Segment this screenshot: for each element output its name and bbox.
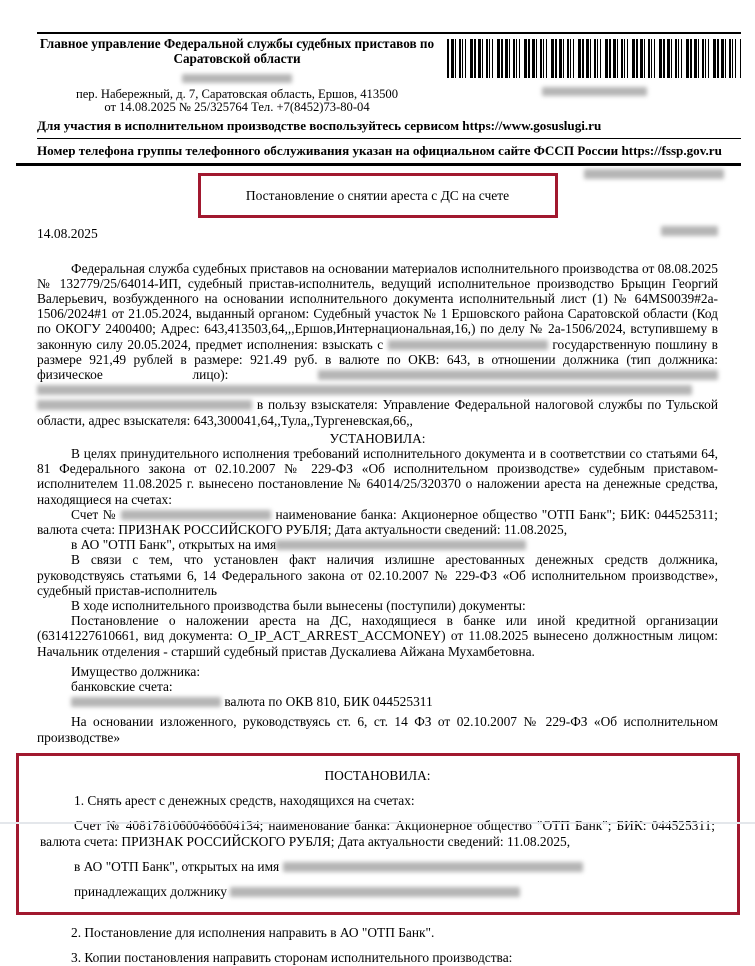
redacted-text: [318, 370, 718, 380]
redacted-text: [182, 74, 292, 83]
opening-paragraph: [37, 261, 718, 428]
redacted-text: [542, 87, 647, 96]
barcode-block: [437, 37, 741, 114]
phone-notice: Номер телефона группы телефонного обслуживания указан на официальном сайте ФССП России https://fssp.gov.ru: [37, 142, 722, 158]
org-address: пер. Набережный, д. 7, Саратовская область, Ершов, 413500: [75, 86, 399, 101]
org-reference: от 14.08.2025 № 25/325764 Тел. +7(8452)73-80-04: [104, 99, 370, 114]
paragraph: банковские счета:: [71, 679, 173, 695]
account-redacted-paragraph: [37, 694, 718, 709]
directive-item: 2. Постановление для исполнения направить в АО "ОТП Банк".: [71, 925, 435, 941]
resolution-account-line: Счет № 40817810600466604134; наименование банка: Акционерное общество "ОТП Банк"; БИК: 044525311; валюта счета: ПРИЗНАК РОССИЙСКОГО РУБЛЯ; Дата актуальности сведений: 11.08.2025,: [40, 818, 715, 849]
divider-thick: [16, 163, 741, 166]
gosuslugi-notice: Для участия в исполнительном производстве воспользуйтесь сервисом https://www.gosuslugi.ru: [37, 117, 602, 133]
paragraph: В целях принудительного исполнения требований исполнительного документа и в соответствии со статьями 64, 81 Федерального закона от 02.10.2007 № 229-ФЗ «Об исполнительном производстве» судебным приставом-исполнителем 11.08.2025 г. вынесено постановление № 64014/25/320370 о наложении ареста на денежные средства, находящиеся на счетах:: [37, 446, 718, 507]
letterhead-redaction-row: [37, 69, 437, 87]
redacted-text: [37, 385, 692, 395]
resolution-bank-line: [40, 859, 715, 874]
redacted-text: [37, 400, 252, 410]
bank-paragraph: [37, 537, 718, 552]
redacted-text: [276, 540, 526, 550]
paragraph: Имущество должника:: [71, 663, 201, 679]
title-box: [198, 173, 558, 218]
paragraph: В ходе исполнительного производства были вынесены (поступили) документы:: [71, 598, 526, 614]
document-date: 14.08.2025: [37, 225, 98, 241]
directive-item: 3. Копии постановления направить сторонам исполнительного производства:: [71, 950, 513, 966]
document-body: [37, 173, 741, 966]
barcode-number-redaction: [447, 82, 741, 100]
barcode: [447, 39, 741, 78]
paragraph-text: в АО "ОТП Банк", открытых на имя: [71, 537, 277, 553]
account-paragraph: [37, 507, 718, 537]
postanovila-heading: ПОСТАНОВИЛА:: [324, 767, 431, 783]
title-side-redaction: [584, 169, 724, 179]
document-title: Постановление о снятии ареста с ДС на счете: [245, 187, 510, 203]
paragraph-text: в АО "ОТП Банк", открытых на имя: [74, 858, 280, 874]
resolution-box: [16, 753, 740, 915]
redacted-text: [283, 862, 583, 872]
letterhead-top: [37, 32, 741, 114]
paragraph-text: Счет №: [71, 506, 117, 522]
paragraph: На основании изложенного, руководствуясь ст. 6, ст. 14 ФЗ от 02.10.2007 № 229-ФЗ «Об исполнительном производстве»: [37, 714, 718, 745]
paragraph-text: принадлежащих должнику: [74, 883, 227, 899]
divider-thin: [37, 138, 741, 139]
paragraph: Постановление о наложении ареста на ДС, находящиеся в банке или иной кредитной организации (63141227610661, вид документа: O_IP_ACT_ARREST_ACCMONEY) от 11.08.2025 вынесено должностным лицом: Начальник отделения - старший судебный пристав Дускалиева Айжана Мухамбетовна.: [37, 613, 718, 659]
ustanovila-heading: УСТАНОВИЛА:: [329, 430, 426, 446]
letterhead: [37, 32, 741, 166]
org-name: Главное управление Федеральной службы судебных приставов по Саратовской области: [39, 36, 435, 66]
redacted-text: [121, 510, 271, 520]
org-block: [37, 37, 437, 114]
title-row: [37, 173, 718, 219]
redacted-text: [71, 697, 221, 707]
resolution-item: 1. Снять арест с денежных средств, находящихся на счетах:: [74, 793, 415, 809]
redacted-text: [230, 887, 520, 897]
paragraph-text: государственную пошлину в размере 921,49 рублей в размере: 921.49 руб. в валюте по ОКВ: 643, в отношении должника (тип должника: физическое лицо):: [37, 336, 718, 383]
date-side-redaction: [661, 226, 718, 236]
paragraph-text: наименование банка: Акционерное общество "ОТП Банк"; БИК: 044525311; валюта счета: ПРИЗНАК РОССИЙСКОГО РУБЛЯ; Дата актуальности сведений: 11.08.2025,: [37, 506, 718, 538]
paragraph-text: в пользу взыскателя: Управление Федеральной налоговой службы по Тульской области, адрес взыскателя: 643,300041,64,,Тула,,Тургеневская,66,,: [37, 397, 718, 428]
directives: [37, 925, 718, 965]
paragraph-text: валюта по ОКВ 810, БИК 044525311: [224, 694, 433, 710]
paragraph-text: Федеральная служба судебных приставов на основании материалов исполнительного производства от 08.08.2025 № 132779/25/64014-ИП, судебный пристав-исполнитель, ведущий исполнительное производство Брыцин Георгий Валерьевич, возбужденного на основании исполнительного документа исполнительный лист (1) № 64MS0039#2a-1506/2024#1 от 21.05.2024, выданный органом: Судебный участок № 1 Ершовского района Саратовской области (Код по ОКОГУ 2400400; Адрес: 643,413503,64,,,Ершов,Интернациональная,16,) по делу № 2а-1506/2024, вступившему в законную силу 20.05.2024, предмет исполнения: взыскать с: [37, 260, 718, 352]
resolution-debtor-line: [40, 884, 715, 899]
redacted-text: [388, 340, 548, 350]
paragraph: В связи с тем, что установлен факт наличия излишне арестованных денежных средств должника, руководствуясь статьями 6, 14 Федерального закона от 02.10.2007 № 229-ФЗ «Об исполнительном производстве», судебный пристав-исполнитель: [37, 552, 718, 598]
date-row: [37, 226, 718, 242]
